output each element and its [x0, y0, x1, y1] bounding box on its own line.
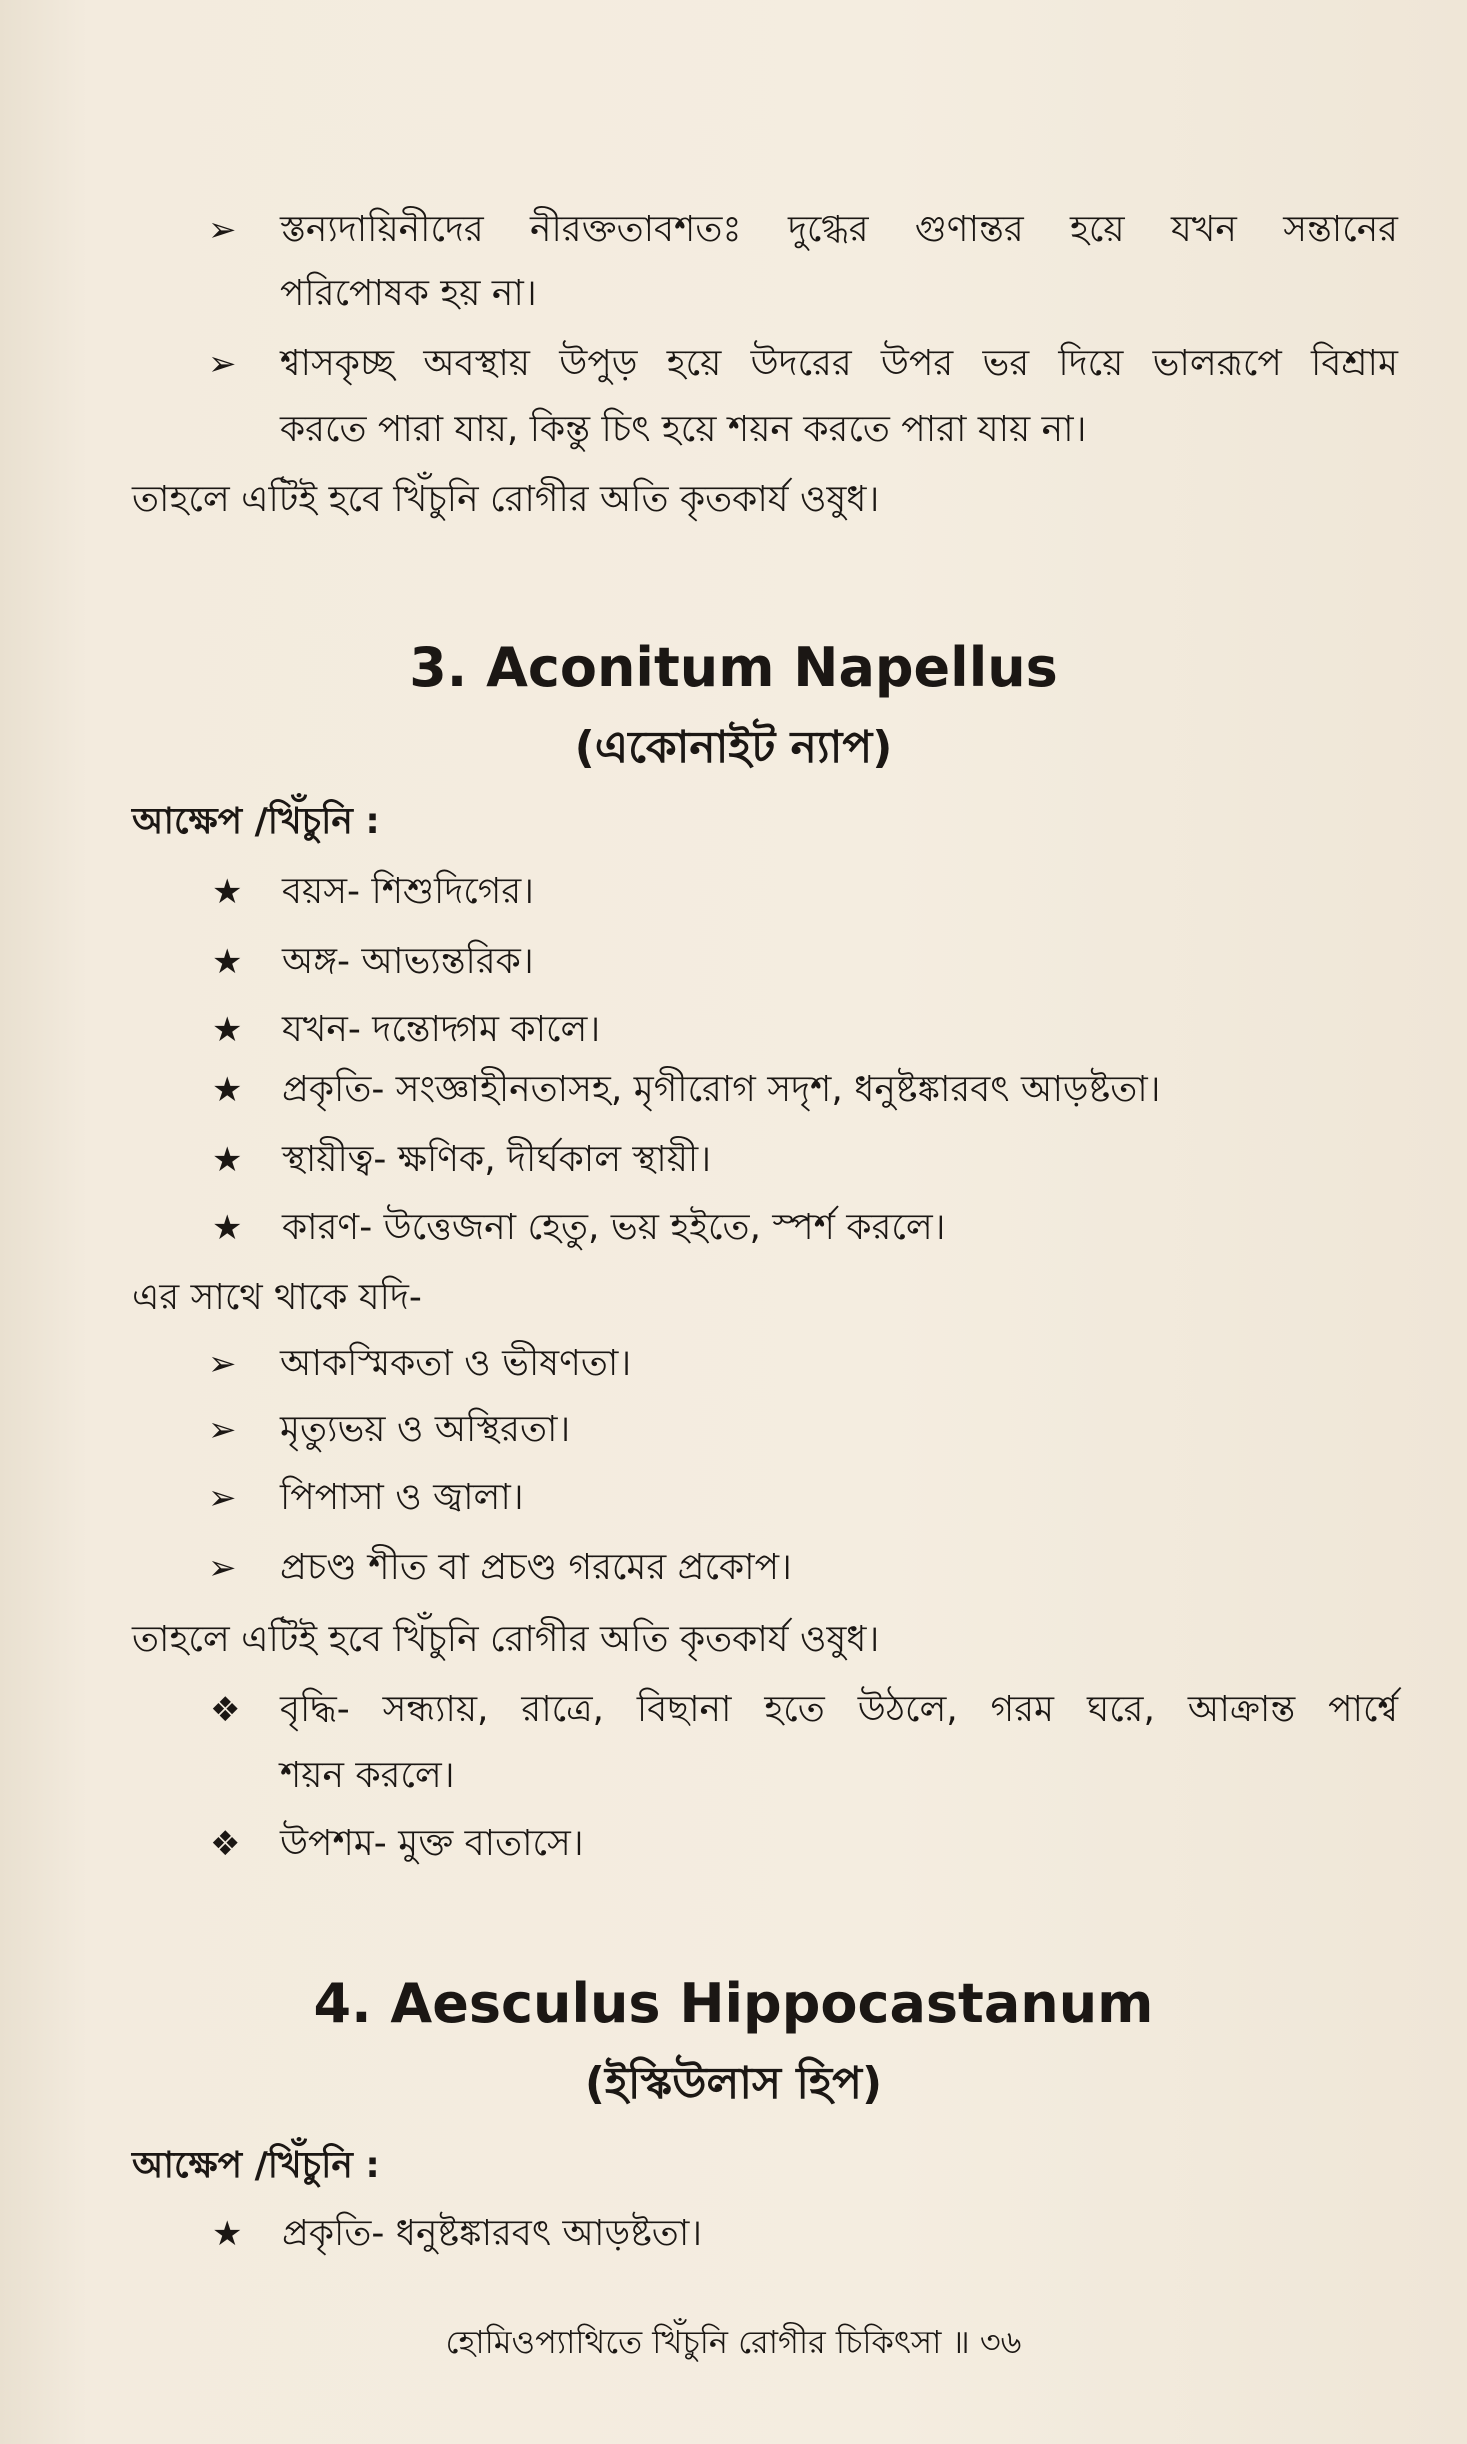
- section-3-title: 3. Aconitum Napellus: [409, 636, 1058, 699]
- star-bullet-icon: ★: [212, 1070, 243, 1110]
- intro-item-2-line-2: করতে পারা যায়, কিন্তু চিৎ হয়ে শয়ন করতে পারা যায় না।: [280, 409, 1087, 450]
- section-4-star-item-1: প্রকৃতি- ধনুষ্টঙ্কারবৎ আড়ষ্টতা।: [282, 2213, 703, 2254]
- diamond-bullet-icon: ❖: [210, 1690, 241, 1730]
- arrow-bullet-icon: ➢: [208, 344, 237, 384]
- page-footer: হোমিওপ্যাথিতে খিঁচুনি রোগীর চিকিৎসা ॥ ৩৬: [445, 2323, 1022, 2361]
- diamond-bullet-icon: ❖: [210, 1824, 241, 1864]
- section-3-star-item-4: প্রকৃতি- সংজ্ঞাহীনতাসহ, মৃগীরোগ সদৃশ, ধনুষ্টঙ্কারবৎ আড়ষ্টতা।: [282, 1069, 1161, 1110]
- section-4-label: আক্ষেপ /খিঁচুনি :: [132, 2145, 380, 2186]
- section-4-subtitle: (ইস্কিউলাস হিপ): [584, 2058, 883, 2109]
- section-4-title: 4. Aesculus Hippocastanum: [313, 1972, 1154, 2035]
- section-3-star-item-3: যখন- দন্তোদ্গম কালে।: [282, 1009, 601, 1050]
- intro-item-2-line-1: শ্বাসকৃচ্ছ অবস্থায় উপুড় হয়ে উদরের উপর ভর দিয়ে ভালরূপে বিশ্রাম: [280, 343, 1398, 384]
- section-3-star-item-1: বয়স- শিশুদিগের।: [282, 871, 534, 912]
- arrow-bullet-icon: ➢: [208, 1344, 237, 1384]
- section-3-star-item-2: অঙ্গ- আভ্যন্তরিক।: [282, 941, 534, 982]
- arrow-bullet-icon: ➢: [208, 1548, 237, 1588]
- section-3-conclusion: তাহলে এটিই হবে খিঁচুনি রোগীর অতি কৃতকার্য ওষুধ।: [132, 1619, 880, 1660]
- section-3-label: আক্ষেপ /খিঁচুনি :: [132, 801, 380, 842]
- star-bullet-icon: ★: [212, 1208, 243, 1248]
- section-3-modality-1-line-2: শয়ন করলে।: [280, 1755, 455, 1796]
- star-bullet-icon: ★: [212, 942, 243, 982]
- star-bullet-icon: ★: [212, 872, 243, 912]
- arrow-bullet-icon: ➢: [208, 210, 237, 250]
- section-3-modality-2: উপশম- মুক্ত বাতাসে।: [280, 1823, 584, 1864]
- intro-item-1-line-1: স্তন্যদায়িনীদের নীরক্ততাবশতঃ দুগ্ধের গুণান্তর হয়ে যখন সন্তানের: [280, 209, 1398, 250]
- star-bullet-icon: ★: [212, 1140, 243, 1180]
- section-3-arrow-item-2: মৃত্যুভয় ও অস্থিরতা।: [280, 1409, 571, 1450]
- section-3-star-item-5: স্থায়ীত্ব- ক্ষণিক, দীর্ঘকাল স্থায়ী।: [282, 1139, 712, 1180]
- star-bullet-icon: ★: [212, 2214, 243, 2254]
- section-3-with-label: এর সাথে থাকে যদি-: [132, 1277, 422, 1318]
- section-3-subtitle: (একোনাইট ন্যাপ): [574, 722, 893, 773]
- section-3-modality-1-line-1: বৃদ্ধি- সন্ধ্যায়, রাত্রে, বিছানা হতে উঠলে, গরম ঘরে, আক্রান্ত পার্শ্বে: [280, 1689, 1398, 1730]
- section-3-arrow-item-4: প্রচণ্ড শীত বা প্রচণ্ড গরমের প্রকোপ।: [280, 1547, 792, 1588]
- section-3-arrow-item-3: পিপাসা ও জ্বালা।: [280, 1477, 524, 1518]
- arrow-bullet-icon: ➢: [208, 1410, 237, 1450]
- intro-item-1-line-2: পরিপোষক হয় না।: [280, 273, 537, 314]
- arrow-bullet-icon: ➢: [208, 1478, 237, 1518]
- intro-conclusion: তাহলে এটিই হবে খিঁচুনি রোগীর অতি কৃতকার্য ওষুধ।: [132, 479, 880, 520]
- section-3-arrow-item-1: আকস্মিকতা ও ভীষণতা।: [280, 1343, 632, 1384]
- star-bullet-icon: ★: [212, 1010, 243, 1050]
- section-3-star-item-6: কারণ- উত্তেজনা হেতু, ভয় হইতে, স্পর্শ করলে।: [282, 1207, 946, 1248]
